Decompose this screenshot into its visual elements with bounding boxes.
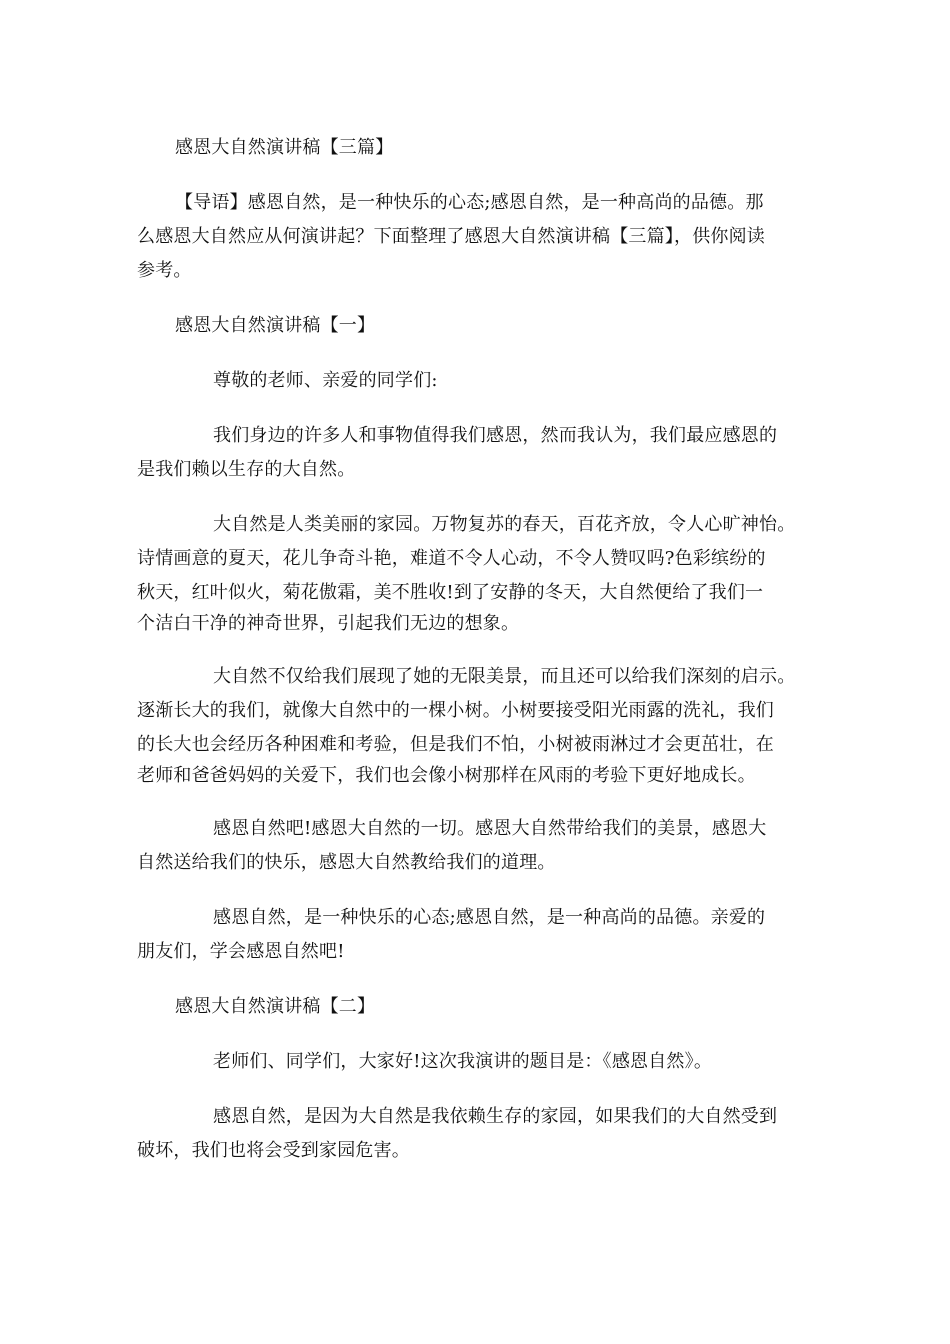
section2-greeting: 老师们、同学们，大家好!这次我演讲的题目是：《感恩自然》。: [213, 1051, 713, 1072]
s1-p1-line-1: 我们身边的许多人和事物值得我们感恩，然而我认为，我们最应感恩的: [213, 425, 778, 446]
s1-p5-line-1: 感恩自然，是一种快乐的心态;感恩自然，是一种高尚的品德。亲爱的: [213, 907, 766, 928]
section1-heading: 感恩大自然演讲稿【一】: [175, 315, 376, 336]
intro-line-3: 参考。: [137, 260, 192, 281]
intro-line-1: 【导语】感恩自然，是一种快乐的心态;感恩自然，是一种高尚的品德。那: [175, 192, 764, 213]
s1-p3-line-4: 老师和爸爸妈妈的关爱下，我们也会像小树那样在风雨的考验下更好地成长。: [137, 765, 756, 786]
s1-p2-line-2: 诗情画意的夏天，花儿争奇斗艳，难道不令人心动，不令人赞叹吗?色彩缤纷的: [137, 548, 766, 569]
intro-line-2: 么感恩大自然应从何演讲起？下面整理了感恩大自然演讲稿【三篇】，供你阅读: [137, 226, 765, 247]
document-title: 感恩大自然演讲稿【三篇】: [175, 137, 394, 158]
section2-heading: 感恩大自然演讲稿【二】: [175, 996, 376, 1017]
s1-p4-line-1: 感恩自然吧!感恩大自然的一切。感恩大自然带给我们的美景，感恩大: [213, 818, 767, 839]
s1-p2-line-3: 秋天，红叶似火，菊花傲霜，美不胜收!到了安静的冬天，大自然便给了我们一: [137, 582, 764, 603]
s1-p3-line-1: 大自然不仅给我们展现了她的无限美景，而且还可以给我们深刻的启示。: [213, 666, 796, 687]
s1-p2-line-1: 大自然是人类美丽的家园。万物复苏的春天，百花齐放，令人心旷神怡。: [213, 514, 796, 535]
s1-p4-line-2: 自然送给我们的快乐，感恩大自然教给我们的道理。: [137, 852, 556, 873]
section1-greeting: 尊敬的老师、亲爱的同学们:: [213, 370, 438, 391]
s2-p1-line-1: 感恩自然，是因为大自然是我依赖生存的家园，如果我们的大自然受到: [213, 1106, 778, 1127]
s1-p5-line-2: 朋友们，学会感恩自然吧!: [137, 941, 345, 962]
s1-p2-line-4: 个洁白干净的神奇世界，引起我们无边的想象。: [137, 613, 520, 634]
s1-p1-line-2: 是我们赖以生存的大自然。: [137, 459, 356, 480]
s1-p3-line-2: 逐渐长大的我们，就像大自然中的一棵小树。小树要接受阳光雨露的洗礼，我们: [137, 700, 774, 721]
s2-p1-line-2: 破坏，我们也将会受到家园危害。: [137, 1140, 410, 1161]
s1-p3-line-3: 的长大也会经历各种困难和考验，但是我们不怕，小树被雨淋过才会更茁壮，在: [137, 734, 774, 755]
